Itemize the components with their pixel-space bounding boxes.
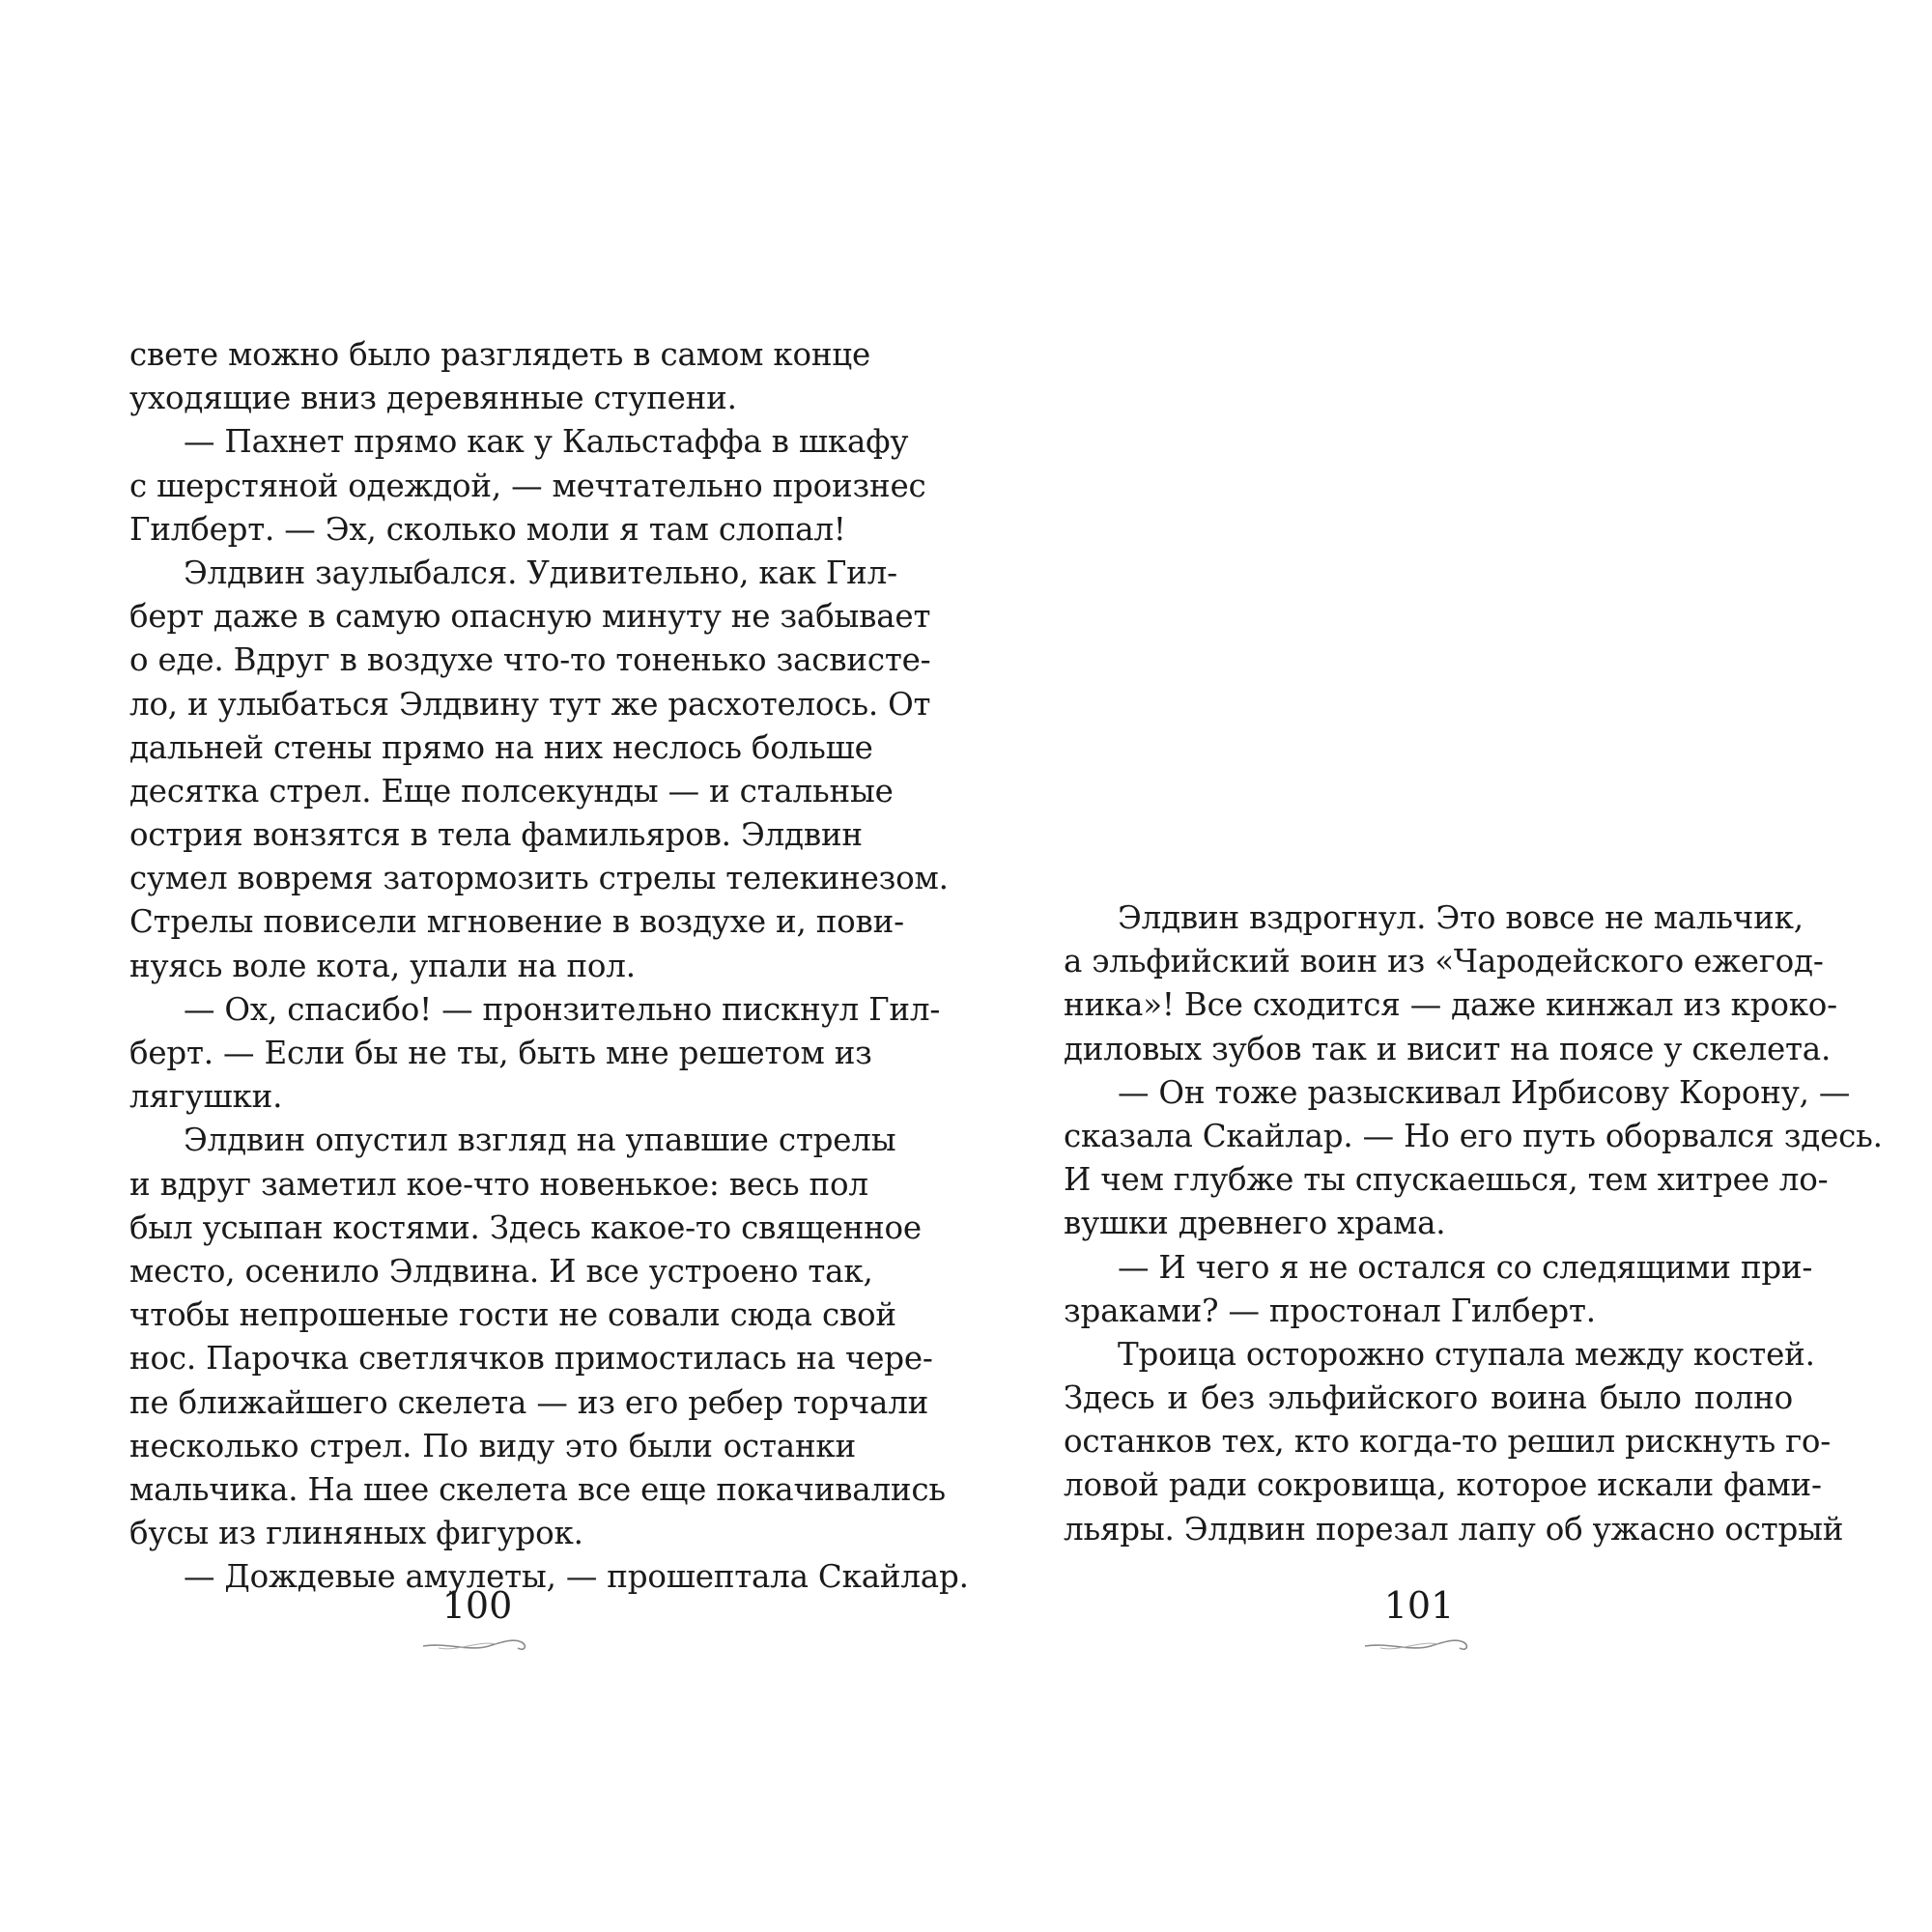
text-line: чтобы непрошеные гости не совали сюда свой	[129, 1296, 896, 1334]
text-line: Элдвин заулыбался. Удивительно, как Гил-	[184, 554, 897, 591]
text-line: И чем глубже ты спускаешься, тем хитрее ло-	[1064, 1161, 1829, 1199]
text-line: о еде. Вдруг в воздухе что-то тоненько засвисте-	[129, 641, 931, 679]
text-line: ника»! Все сходится — даже кинжал из кроко-	[1064, 986, 1837, 1024]
text-line: ло, и улыбаться Элдвину тут же расхотелось. От	[129, 685, 931, 723]
text-line: — Пахнет прямо как у Кальстаффа в шкафу	[184, 423, 909, 461]
text-line: — Он тоже разыскивал Ирбисову Корону, —	[1118, 1073, 1851, 1111]
text-line: был усыпан костями. Здесь какое-то священное	[129, 1208, 922, 1246]
text-line: свете можно было разглядеть в самом конце	[129, 336, 871, 373]
text-line: несколько стрел. По виду это были останки	[129, 1427, 856, 1464]
text-line: острия вонзятся в тела фамильяров. Элдвин	[129, 816, 863, 854]
text-line: мальчика. На шее скелета все еще покачивались	[129, 1470, 946, 1508]
text-line: нос. Парочка светлячков примостилась на чере-	[129, 1340, 933, 1378]
text-line: Гилберт. — Эх, сколько моли я там слопал!	[129, 510, 846, 548]
text-line: ловой ради сокровища, которое искали фами-	[1064, 1466, 1822, 1504]
page-number-left: 100	[441, 1584, 513, 1627]
text-line: берт. — Если бы не ты, быть мне решетом из	[129, 1035, 872, 1071]
page-number-flourish-right	[1361, 1631, 1477, 1656]
text-line: вушки древнего храма.	[1064, 1205, 1446, 1242]
text-line: останков тех, кто когда-то решил рискнуть го-	[1064, 1423, 1832, 1461]
text-line: берт даже в самую опасную минуту не забывает	[129, 598, 931, 636]
text-line: место, осенило Элдвина. И все устроено так,	[129, 1252, 873, 1290]
text-line: сказала Скайлар. — Но его путь оборвался здесь.	[1064, 1117, 1883, 1154]
text-line: — Ох, спасибо! — пронзительно пискнул Гил-	[184, 990, 941, 1028]
text-line: пе ближайшего скелета — из его ребер торчали	[129, 1383, 929, 1421]
text-line: уходящие вниз деревянные ступени.	[129, 380, 737, 417]
text-line: Здесь и без эльфийского воина было полно	[1064, 1379, 1793, 1417]
text-line: лягушки.	[129, 1078, 283, 1116]
text-line: диловых зубов так и висит на поясе у скелета.	[1064, 1030, 1832, 1067]
text-line: Элдвин вздрогнул. Это вовсе не мальчик,	[1118, 899, 1804, 936]
text-line: — Дождевые амулеты, — прошептала Скайлар.	[184, 1558, 969, 1596]
text-line: а эльфийский воин из «Чародейского ежегод-	[1064, 943, 1824, 980]
text-line: Стрелы повисели мгновение в воздухе и, пови-	[129, 903, 904, 941]
text-line: — И чего я не остался со следящими при-	[1118, 1248, 1813, 1286]
text-line: бусы из глиняных фигурок.	[129, 1515, 583, 1552]
right-page	[966, 0, 1932, 1932]
text-line: дальней стены прямо на них неслось больше	[129, 728, 873, 766]
right-page-body-text	[1064, 896, 1883, 1551]
left-page-body-text	[129, 333, 969, 1599]
text-line: десятка стрел. Еще полсекунды — и стальные	[129, 772, 894, 810]
page-number-flourish-left	[419, 1631, 535, 1656]
text-line: нуясь воле кота, упали на пол.	[129, 947, 636, 984]
text-line: Элдвин опустил взгляд на упавшие стрелы	[184, 1122, 896, 1159]
text-line: сумел вовремя затормозить стрелы телекинезом.	[129, 860, 949, 897]
text-line: с шерстяной одеждой, — мечтательно произнес	[129, 467, 926, 504]
text-line: льяры. Элдвин порезал лапу об ужасно острый	[1064, 1510, 1844, 1548]
page-number-right: 101	[1383, 1584, 1455, 1627]
text-line: и вдруг заметил кое-что новенькое: весь пол	[129, 1165, 868, 1203]
text-line: Троица осторожно ступала между костей.	[1118, 1335, 1815, 1373]
text-line: зраками? — простонал Гилберт.	[1064, 1292, 1596, 1329]
